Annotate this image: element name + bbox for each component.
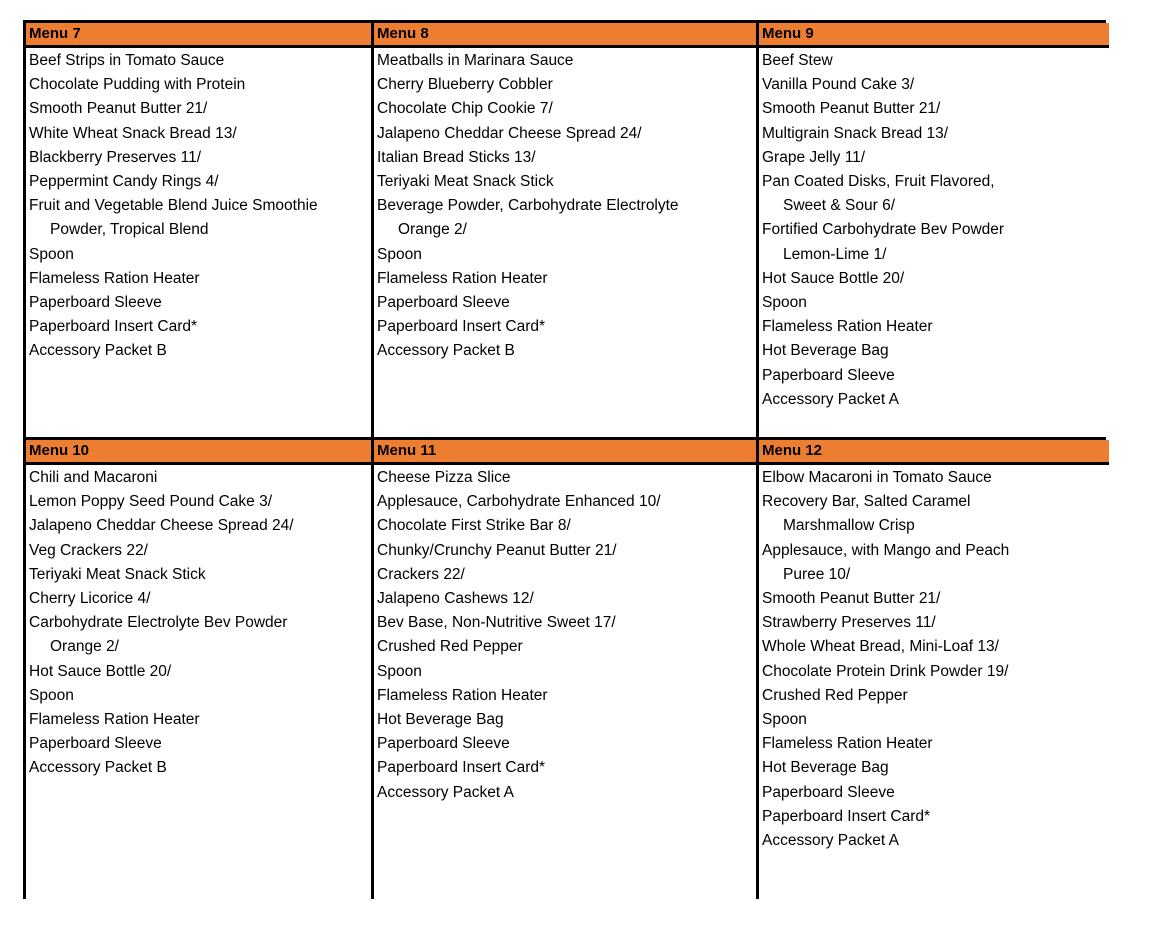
menu-item [762,315,1109,339]
menu-item-text: Jalapeno Cashews 12/ [377,590,534,608]
menu-item [377,243,756,267]
menu-title: Menu 7 [26,23,371,48]
menu-item [29,122,371,146]
menu-item-text: Strawberry Preserves 11/ [762,614,936,632]
menu-title: Menu 8 [374,23,756,48]
menu-item-text: Italian Bread Sticks 13/ [377,148,536,166]
menu-item [762,97,1109,121]
menu-item-text: Paperboard Insert Card* [377,318,546,336]
menu-item-list [759,48,1109,412]
menu-item-text: Jalapeno Cheddar Cheese Spread 24/ [377,124,642,142]
menu-title: Menu 9 [759,23,1109,48]
menu-item-continuation [29,218,371,242]
menu-item-list [26,465,371,781]
menu-item [377,339,756,363]
menu-item-text: Applesauce, with Mango and Peach [762,541,1010,559]
menu-item-text: Beef Stew [762,52,833,69]
menu-item [29,756,371,780]
menu-item-text: Paperboard Sleeve [377,294,510,312]
menu-item-text: Applesauce, Carbohydrate Enhanced 10/ [377,493,661,511]
menu-item-text: Recovery Bar, Salted Caramel [762,493,971,511]
menu-item-text: Spoon [377,245,422,263]
menu-item-text: Accessory Packet A [762,390,899,408]
menu-item-text: Crushed Red Pepper [762,686,908,704]
menu-item [377,170,756,194]
menu-item [29,660,371,684]
menu-item [29,611,371,635]
menu-item-text: Spoon [377,662,422,680]
menu-item [29,587,371,611]
menu-item-text: Bev Base, Non-Nutritive Sweet 17/ [377,614,616,632]
menu-item [762,829,1109,853]
menu-item-text: Paperboard Insert Card* [377,759,546,777]
menu-item-text: Cheese Pizza Slice [377,469,511,486]
menu-item [377,708,756,732]
menu-item-text: Accessory Packet B [377,342,515,360]
menu-item [762,388,1109,412]
menu-item [377,315,756,339]
menu-item-text: Accessory Packet A [762,832,899,850]
menu-item [29,291,371,315]
menu-item-continuation [29,635,371,659]
menu-item-continuation [762,194,1109,218]
menu-item [762,364,1109,388]
menu-item [377,635,756,659]
menu-item-text: Veg Crackers 22/ [29,541,148,559]
menu-item-text: Flameless Ration Heater [29,711,200,729]
menu-item-text: Paperboard Sleeve [377,735,510,753]
menu-item-list [374,465,756,805]
menu-item-text: Orange 2/ [50,638,119,656]
menu-item [762,660,1109,684]
menu-table [23,20,1106,899]
menu-item-text: Flameless Ration Heater [29,269,200,287]
menu-item [377,466,756,490]
menu-item [762,756,1109,780]
menu-item-text: Sweet & Sour 6/ [783,197,896,215]
menu-item-text: Powder, Tropical Blend [50,221,209,239]
menu-item-text: Hot Beverage Bag [377,711,504,729]
menu-item-text: Peppermint Candy Rings 4/ [29,173,219,191]
menu-item-continuation [377,218,756,242]
menu-item [762,611,1109,635]
menu-item-text: Paperboard Sleeve [762,783,895,801]
menu-title: Menu 10 [26,440,371,465]
menu-item-text: Paperboard Insert Card* [762,807,931,825]
menu-item-text: Spoon [762,711,807,729]
menu-item-text: Hot Beverage Bag [762,759,889,777]
menu-item-list [26,48,371,364]
menu-item [762,122,1109,146]
menu-item [762,684,1109,708]
menu-item-continuation [762,514,1109,538]
menu-item-text: Smooth Peanut Butter 21/ [29,100,208,118]
menu-item [29,267,371,291]
menu-item [29,684,371,708]
menu-item [377,97,756,121]
menu-item [762,732,1109,756]
menu-title: Menu 11 [374,440,756,465]
menu-item [377,291,756,315]
menu-item-text: Jalapeno Cheddar Cheese Spread 24/ [29,517,294,535]
menu-item [762,49,1109,73]
menu-item [762,539,1109,563]
menu-cell [374,23,756,437]
menu-item [762,466,1109,490]
menu-item-text: Meatballs in Marinara Sauce [377,52,574,69]
menu-item-text: Chocolate Pudding with Protein [29,76,246,94]
menu-item-text: Flameless Ration Heater [762,735,933,753]
menu-item [377,122,756,146]
menu-item-text: Paperboard Sleeve [762,366,895,384]
menu-item-text: Whole Wheat Bread, Mini-Loaf 13/ [762,638,999,656]
menu-item [762,805,1109,829]
menu-item-text: Flameless Ration Heater [762,318,933,336]
menu-cell [759,23,1109,437]
menu-item-text: Puree 10/ [783,565,851,583]
menu-item [29,194,371,218]
menu-cell [26,440,371,899]
menu-item-text: Pan Coated Disks, Fruit Flavored, [762,173,995,191]
menu-item-text: Orange 2/ [398,221,467,239]
menu-item [29,170,371,194]
menu-item [377,267,756,291]
menu-item-text: Accessory Packet A [377,783,514,801]
menu-item [377,781,756,805]
menu-item-text: Hot Sauce Bottle 20/ [29,662,172,680]
menu-item-text: Accessory Packet B [29,759,167,777]
menu-item [762,708,1109,732]
menu-cell [26,23,371,437]
menu-title: Menu 12 [759,440,1109,465]
menu-item [762,339,1109,363]
menu-item-text: Chunky/Crunchy Peanut Butter 21/ [377,541,617,559]
menu-item-text: Accessory Packet B [29,342,167,360]
menu-item-text: Crackers 22/ [377,565,465,583]
menu-item [762,267,1109,291]
menu-item-text: Beef Strips in Tomato Sauce [29,52,225,69]
menu-item [29,708,371,732]
menu-item-text: Chocolate Chip Cookie 7/ [377,100,553,118]
menu-item [377,684,756,708]
menu-item-continuation [762,243,1109,267]
menu-item-continuation [762,563,1109,587]
menu-item-text: Lemon-Lime 1/ [783,245,887,263]
menu-item-text: Elbow Macaroni in Tomato Sauce [762,469,992,486]
menu-item-text: Paperboard Insert Card* [29,318,198,336]
menu-item [29,73,371,97]
menu-item-text: Teriyaki Meat Snack Stick [377,173,554,191]
menu-item [377,611,756,635]
menu-item-text: Marshmallow Crisp [783,517,915,535]
menu-cell [759,440,1109,899]
menu-item [377,514,756,538]
menu-item-text: Smooth Peanut Butter 21/ [762,590,941,608]
menu-item [377,73,756,97]
menu-item-list [374,48,756,364]
menu-item-text: Spoon [762,294,807,312]
menu-item [762,587,1109,611]
menu-item [29,514,371,538]
menu-item [377,660,756,684]
menu-item-text: Vanilla Pound Cake 3/ [762,76,915,94]
menu-item-text: Chocolate First Strike Bar 8/ [377,517,571,535]
menu-item-text: Chili and Macaroni [29,469,158,486]
menu-item [29,563,371,587]
menu-item-text: Beverage Powder, Carbohydrate Electrolyte [377,197,679,215]
menu-item [762,146,1109,170]
menu-item [29,97,371,121]
menu-item [29,49,371,73]
menu-item [29,339,371,363]
menu-item [29,732,371,756]
menu-item [762,170,1109,194]
menu-item [762,635,1109,659]
menu-cell [374,440,756,899]
menu-item [762,490,1109,514]
menu-item [377,49,756,73]
menu-item-text: Carbohydrate Electrolyte Bev Powder [29,614,288,632]
menu-item-text: Grape Jelly 11/ [762,148,866,166]
menu-item-text: Cherry Licorice 4/ [29,590,151,608]
menu-item [377,146,756,170]
menu-item-text: Lemon Poppy Seed Pound Cake 3/ [29,493,273,511]
menu-item-text: Hot Sauce Bottle 20/ [762,269,905,287]
menu-item [762,781,1109,805]
menu-item [377,194,756,218]
menu-item-text: Multigrain Snack Bread 13/ [762,124,949,142]
menu-item-text: Flameless Ration Heater [377,269,548,287]
menu-item [762,291,1109,315]
menu-item [29,466,371,490]
menu-item-text: Cherry Blueberry Cobbler [377,76,553,94]
menu-item-text: Smooth Peanut Butter 21/ [762,100,941,118]
menu-item [762,73,1109,97]
menu-item [29,146,371,170]
menu-item [29,315,371,339]
menu-item-text: Chocolate Protein Drink Powder 19/ [762,662,1009,680]
menu-item-text: Blackberry Preserves 11/ [29,148,201,166]
menu-item-text: Fortified Carbohydrate Bev Powder [762,221,1005,239]
menu-item-text: Crushed Red Pepper [377,638,523,656]
menu-item-list [759,465,1109,853]
menu-item-text: Flameless Ration Heater [377,686,548,704]
menu-item-text: Teriyaki Meat Snack Stick [29,565,206,583]
menu-item [377,732,756,756]
menu-item [29,539,371,563]
menu-item-text: Hot Beverage Bag [762,342,889,360]
menu-item [377,587,756,611]
menu-item-text: White Wheat Snack Bread 13/ [29,124,237,142]
menu-item [377,539,756,563]
menu-item [29,243,371,267]
menu-item-text: Fruit and Vegetable Blend Juice Smoothie [29,197,318,215]
menu-item [377,490,756,514]
menu-item [377,563,756,587]
menu-item-text: Spoon [29,245,74,263]
menu-item-text: Paperboard Sleeve [29,294,162,312]
menu-item [762,218,1109,242]
menu-item [377,756,756,780]
menu-item-text: Paperboard Sleeve [29,735,162,753]
menu-item [29,490,371,514]
menu-item-text: Spoon [29,686,74,704]
